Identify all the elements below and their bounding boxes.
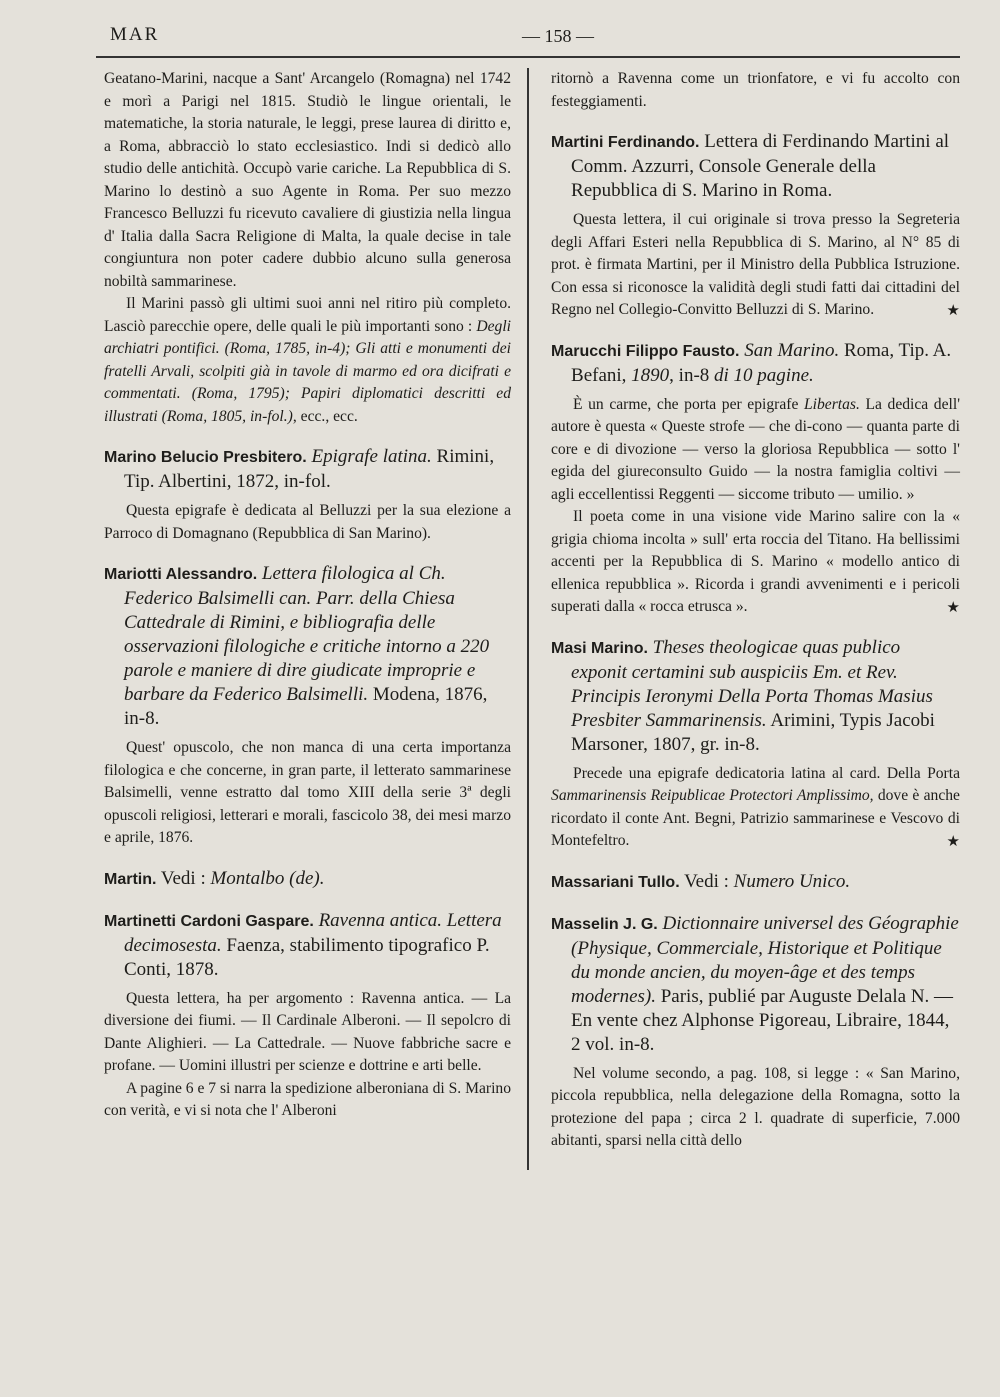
- author-name: Martini Ferdinando.: [551, 134, 700, 151]
- paragraph: Questa epigrafe è dedicata al Belluzzi per la sua elezione a Parroco di Domagnano (Repubblica di San Marino).: [104, 502, 512, 542]
- paragraph: Nel volume secondo, a pag. 108, si legge : « San Marino, piccola repubblica, nella delegazione della Romagna, sotto la protezione del papa ; circa 2 l. quadrate di superficie, 7.000 abitanti, sparsi nella città dello: [551, 1064, 960, 1149]
- publication-info: Lettera di Ferdinando Martini al Comm. Azzurri, Console Generale della Repubblica di S. Marino in Roma.: [571, 131, 950, 201]
- publication-info: Rimini, Tip. Albertini, 1872, in-fol.: [124, 446, 495, 492]
- work-title: Theses theologicae quas publico exponit certamini sub auspiciis Em. et Rev. Principis Ieronymi Della Porta Thomas Masius Presbiter Sammarinensis.: [571, 636, 933, 731]
- two-column-body: [96, 68, 960, 1170]
- author-name: Martinetti Cardoni Gaspare.: [104, 912, 314, 930]
- author-name: Masi Marino.: [551, 639, 648, 657]
- entry-heading: [551, 130, 960, 203]
- paragraph: Geatano-Marini, nacque a Sant' Arcangelo (Romagna) nel 1742 e morì a Parigi nel 1815. Studiò le lingue orientali, le matematiche, la storia naturale, le leggi, prese laurea di diritto e, a Roma, abbracciò lo stato ecclesiastico. Indi si dedicò allo studio delle antichità. Occupò varie cariche. La Repubblica di S. Marino lo destinò a suo Agente in Roma. Per suo mezzo Francesco Belluzzi fu ricevuto cavaliere di giustizia nella lingua d' Italia dalla Sacra Religione di Malta, la quale decise in tale congiuntura non poter cadere dubbio alcuno sulla generosa nobiltà sammarinese.: [104, 70, 512, 290]
- entry-heading: [551, 870, 960, 895]
- author-name: Massariani Tullo.: [551, 873, 680, 891]
- cross-reference: Montalbo (de).: [210, 867, 325, 889]
- entry-mariotti: [104, 562, 511, 850]
- entry-marucchi: [551, 339, 960, 619]
- entry-heading: [104, 445, 511, 494]
- publication-info: Faenza, stabilimento tipografico P. Conti, 1878.: [124, 934, 490, 980]
- cross-reference: Numero Unico.: [733, 870, 851, 892]
- star-icon: ★: [946, 301, 960, 319]
- work-title: Lettera filologica al Ch. Federico Balsimelli can. Parr. della Chiesa Cattedrale di Rimini, e bibliografia delle osservazioni filologiche e critiche intorno a 220 parole e maniere di dire giudicate improprie e barbare da Federico Balsimelli.: [124, 563, 490, 705]
- entry-martini-ferdinando: [551, 130, 960, 322]
- publication-info: Paris, publié par Auguste Delala N. — En vente chez Alphonse Pigoreau, Libraire, 1844, 2 vol. in-8.: [571, 985, 954, 1055]
- author-name: Marucchi Filippo Fausto.: [551, 342, 740, 360]
- star-icon: ★: [946, 598, 960, 616]
- entry-martin: [104, 867, 511, 892]
- paragraph: A pagine 6 e 7 si narra la spedizione alberoniana di S. Marino con verità, e vi si nota che l' Alberoni: [104, 1079, 512, 1119]
- entry-heading: [104, 909, 511, 982]
- work-title: San Marino.: [744, 339, 840, 361]
- paragraph: Questa lettera, ha per argomento : Ravenna antica. — La diversione dei fiumi. — Il Cardinale Alberoni. — Il sepolcro di Dante Alighieri. — La Cattedrale. — Nuove fabbriche sacre e profane. — Uomini illustri per scienze e dottrine e arti belle.: [104, 989, 512, 1074]
- right-column: [527, 68, 960, 1170]
- paragraph: Il poeta come in una visione vide Marino salire con la « grigia chioma incolta » sull' erta roccia del Titano. Ha bellissimi accenti per la Repubblica di S. Marino « modello antico di ellenica repubblica ». Ricorda i grandi avvenimenti e i pericoli superati dalla « rocca etrusca ». ★: [551, 508, 960, 616]
- publication-info: Roma, Tip. A. Befani, 1890, in-8 di 10 pagine.: [571, 339, 952, 386]
- entry-heading: [551, 636, 960, 757]
- author-name: Masselin J. G.: [551, 915, 658, 933]
- paragraph: Precede una epigrafe dedicatoria latina al card. Della Porta Sammarinensis Reipublicae Protectori Amplissimo, dove è anche ricordato il conte Ant. Begni, Patrizio sammarinese e Vescovo di Montefeltro. ★: [551, 764, 960, 850]
- publication-info: Modena, 1876, in-8.: [124, 684, 488, 729]
- see-also: Vedi :: [684, 870, 734, 892]
- work-title: Ravenna antica. Lettera decimosesta.: [124, 909, 502, 956]
- page-number: — 158 —: [522, 26, 594, 46]
- entry-marino-belucio: [104, 445, 511, 545]
- entry-massariani: [551, 870, 960, 895]
- paragraph: Questa lettera, il cui originale si trova presso la Segreteria degli Affari Esteri nella Repubblica di S. Marino, al N° 85 di prot. è firmata Martini, per il Ministro della Pubblica Istruzione. Con essa si riconosce la validità degli studi fatti dai cittadini del Regno nel Collegio-Convitto Belluzzi di S. Marino. ★: [551, 211, 960, 319]
- work-title: Dictionnaire universel des Géographie (Physique, Commerciale, Historique et Politique du monde ancien, du moyen-âge et des temps modernes).: [571, 912, 959, 1007]
- entry-marini-continuation: [104, 68, 511, 428]
- author-name: Mariotti Alessandro.: [104, 566, 258, 583]
- section-letters: MAR: [110, 24, 160, 45]
- publication-info: Arimini, Typis Jacobi Marsoner, 1807, gr. in-8.: [571, 709, 935, 755]
- paragraph: È un carme, che porta per epigrafe Libertas. La dedica dell' autore è questa « Queste strofe — che di-cono — quanta parte di core e di divozione — verso la gloriosa Repubblica — sotto l' egida del giureconsulto Guido — la nostra famiglia coltivi — agli eccellentissi Reggenti — siccome tributo — umilio. »: [551, 395, 960, 503]
- author-name: Marino Belucio Presbitero.: [104, 449, 307, 466]
- entry-heading: [551, 912, 960, 1057]
- entry-masi-marino: [551, 636, 960, 853]
- entry-martinetti: [104, 909, 511, 1123]
- paragraph: Quest' opuscolo, che non manca di una certa importanza filologica e che concerne, in gran parte, il letterato sammarinese Balsimelli, venne estratto dal tomo XIII della serie 3ª degli opuscoli religiosi, letterari e morali, fascicolo 38, dei mesi marzo e aprile, 1876.: [104, 739, 512, 846]
- star-icon: ★: [946, 832, 960, 850]
- running-head: [96, 18, 960, 58]
- work-title: Epigrafe latina.: [311, 446, 432, 467]
- entry-continuation: [551, 68, 960, 113]
- see-also: Vedi :: [160, 867, 211, 889]
- entry-heading: [551, 339, 960, 388]
- author-name: Martin.: [104, 870, 157, 888]
- paragraph: ritornò a Ravenna come un trionfatore, e vi fu accolto con festeggiamenti.: [551, 70, 960, 110]
- entry-masselin: [551, 912, 960, 1153]
- paragraph: Il Marini passò gli ultimi suoi anni nel ritiro più completo. Lasciò parecchie opere, delle quali le più importanti sono : Degli archiatri pontifici. (Roma, 1785, in-4); Gli atti e monumenti dei fratelli Arvali, scolpiti già in tavole di marmo ed ora dicifrati e commentati. (Roma, 1795); Papiri diplomatici descritti ed illustrati (Roma, 1805, in-fol.), ecc., ecc.: [104, 295, 512, 425]
- entry-heading: [104, 562, 511, 731]
- left-column: [96, 68, 527, 1170]
- entry-heading: [104, 867, 511, 892]
